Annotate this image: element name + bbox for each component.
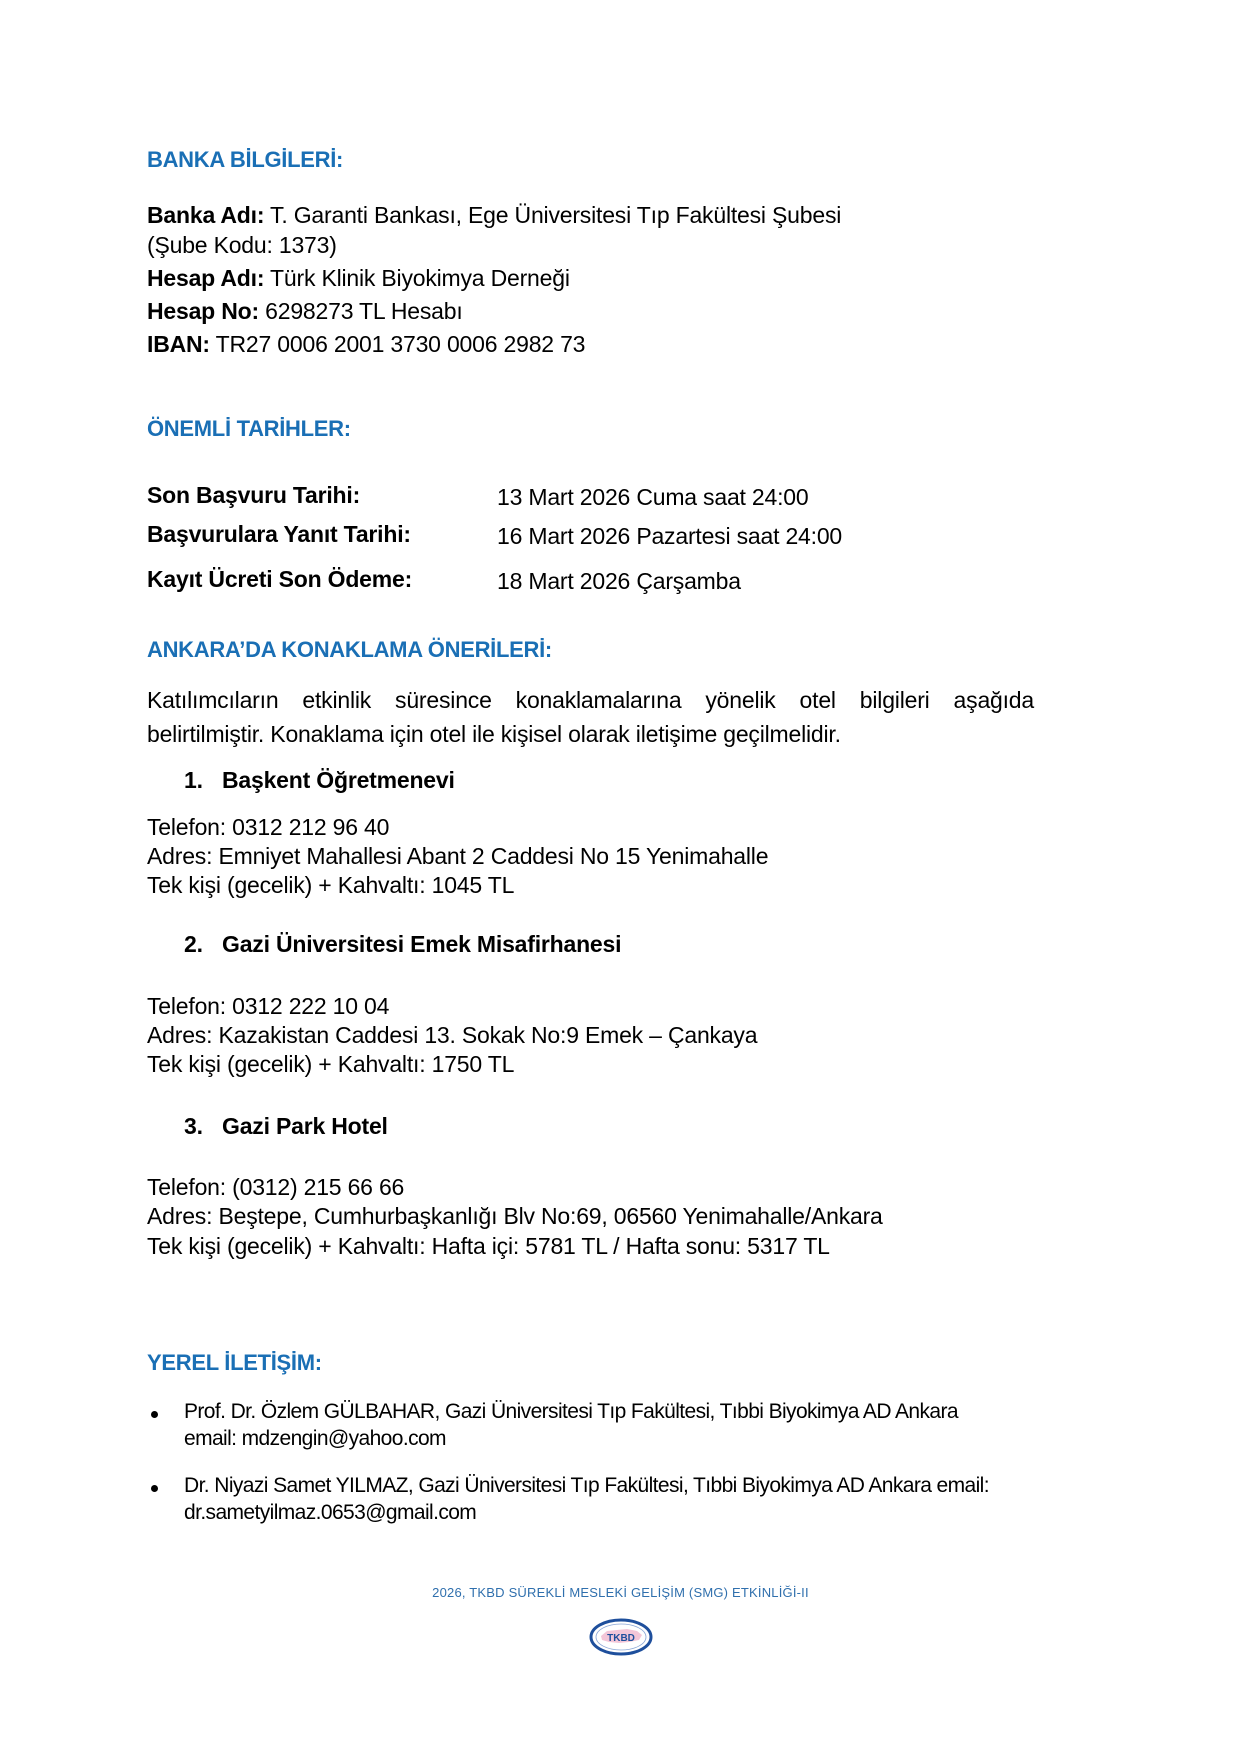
date-label: Başvurulara Yanıt Tarihi: — [147, 521, 411, 547]
bullet-icon — [151, 1485, 158, 1492]
bank-name-value: T. Garanti Bankası, Ege Üniversitesi Tıp Fakültesi Şubesi — [264, 202, 842, 228]
date-label: Kayıt Ücreti Son Ödeme: — [147, 566, 413, 592]
hotel-address: Adres: Beştepe, Cumhurbaşkanlığı Blv No:69, 06560 Yenimahalle/Ankara — [147, 1203, 883, 1229]
hotel-name: Gazi Üniversitesi Emek Misafirhanesi — [222, 931, 622, 957]
hotel-name: Gazi Park Hotel — [222, 1113, 388, 1139]
hotel-price: Tek kişi (gecelik) + Kahvaltı: Hafta içi: 5781 TL / Hafta sonu: 5317 TL — [147, 1233, 830, 1259]
bullet-icon — [151, 1411, 158, 1418]
hotel-price: Tek kişi (gecelik) + Kahvaltı: 1045 TL — [147, 872, 515, 898]
hotel-price: Tek kişi (gecelik) + Kahvaltı: 1750 TL — [147, 1051, 515, 1077]
contact-email[interactable]: dr.sametyilmaz.0653@gmail.com — [184, 1501, 477, 1524]
important-dates-heading: ÖNEMLİ TARİHLER: — [147, 416, 351, 441]
hotel-address: Adres: Kazakistan Caddesi 13. Sokak No:9 Emek – Çankaya — [147, 1022, 758, 1048]
account-name-line — [147, 265, 570, 292]
account-number-value: 6298273 TL Hesabı — [258, 298, 463, 324]
iban-line — [147, 331, 585, 358]
branch-code: (Şube Kodu: 1373) — [147, 232, 337, 258]
hotel-number: 2. — [184, 931, 203, 957]
iban-label: IBAN: — [147, 331, 210, 357]
account-name-label: Hesap Adı: — [147, 265, 265, 291]
date-label: Son Başvuru Tarihi: — [147, 482, 361, 508]
hotel-phone: Telefon: 0312 222 10 04 — [147, 993, 390, 1019]
accommodation-intro-line-1: Katılımcıların etkinlik süresince konaklamalarına yönelik otel bilgileri aşağıda — [147, 687, 1034, 713]
tkbd-logo-icon — [589, 1618, 653, 1656]
contact-email[interactable]: email: mdzengin@yahoo.com — [184, 1427, 446, 1450]
footer-event-title: 2026, TKBD SÜREKLİ MESLEKİ GELİŞİM (SMG) ETKİNLİĞİ-II — [432, 1585, 809, 1600]
hotel-name: Başkent Öğretmenevi — [222, 767, 455, 793]
accommodation-heading: ANKARA’DA KONAKLAMA ÖNERİLERİ: — [147, 637, 552, 662]
bank-info-heading: BANKA BİLGİLERİ: — [147, 147, 344, 172]
hotel-number: 1. — [184, 767, 203, 793]
local-contact-heading: YEREL İLETİŞİM: — [147, 1350, 322, 1375]
date-value: 18 Mart 2026 Çarşamba — [497, 568, 741, 594]
account-number-line — [147, 298, 463, 325]
iban-value: TR27 0006 2001 3730 0006 2982 73 — [209, 331, 586, 357]
date-value: 13 Mart 2026 Cuma saat 24:00 — [497, 484, 809, 510]
date-value: 16 Mart 2026 Pazartesi saat 24:00 — [497, 523, 843, 549]
account-number-label: Hesap No: — [147, 298, 259, 324]
hotel-phone: Telefon: (0312) 215 66 66 — [147, 1174, 405, 1200]
contact-person-line: Prof. Dr. Özlem GÜLBAHAR, Gazi Üniversitesi Tıp Fakültesi, Tıbbi Biyokimya AD Ankara — [184, 1400, 958, 1423]
logo-text: TKBD — [607, 1633, 635, 1644]
account-name-value: Türk Klinik Biyokimya Derneği — [264, 265, 570, 291]
hotel-phone: Telefon: 0312 212 96 40 — [147, 814, 390, 840]
hotel-number: 3. — [184, 1113, 203, 1139]
bank-name-label: Banka Adı: — [147, 202, 265, 228]
contact-person-line: Dr. Niyazi Samet YILMAZ, Gazi Üniversitesi Tıp Fakültesi, Tıbbi Biyokimya AD Ankara email: — [184, 1474, 989, 1497]
hotel-address: Adres: Emniyet Mahallesi Abant 2 Caddesi No 15 Yenimahalle — [147, 843, 769, 869]
bank-name-line — [147, 202, 841, 229]
accommodation-intro-line-2: belirtilmiştir. Konaklama için otel ile kişisel olarak iletişime geçilmelidir. — [147, 721, 841, 747]
